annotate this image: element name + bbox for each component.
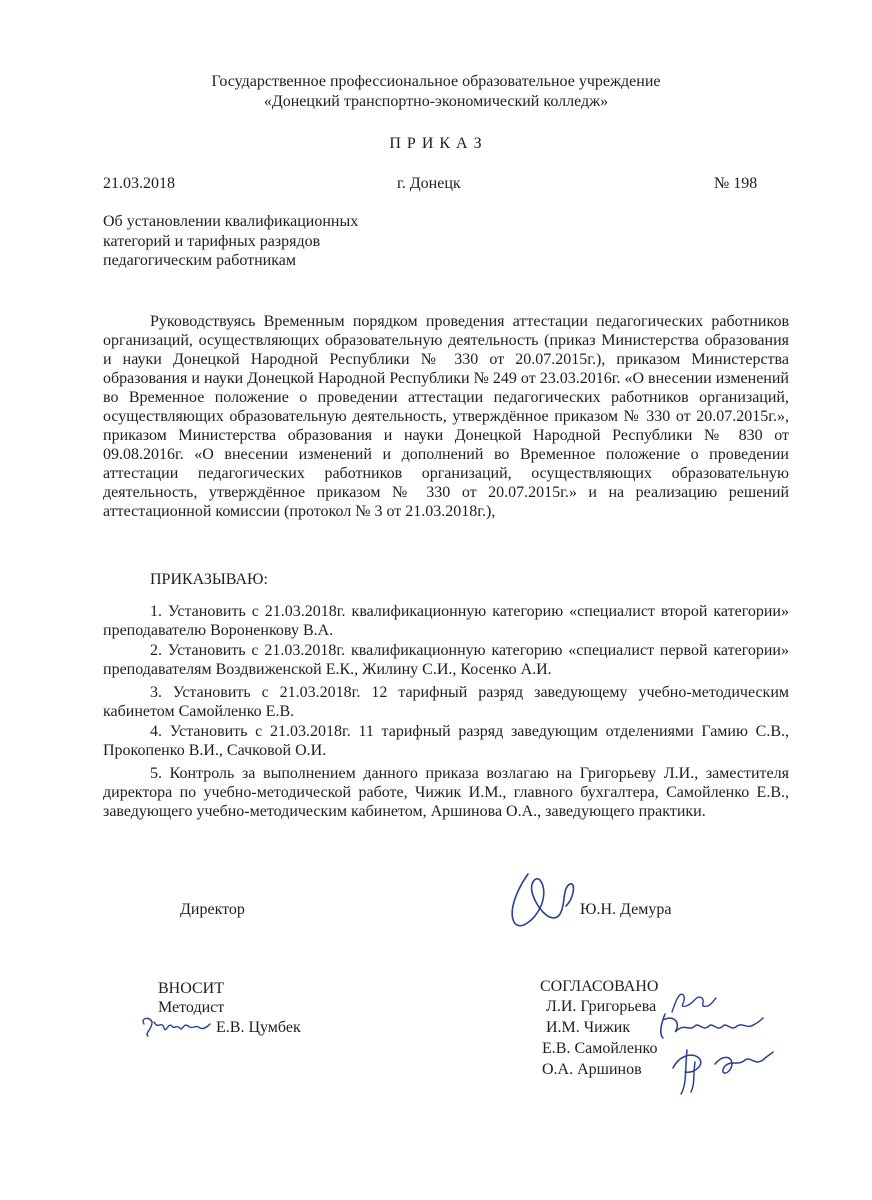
subject-line-1: Об установлении квалификационных xyxy=(103,213,359,230)
director-signature xyxy=(500,868,590,938)
methodist-signature xyxy=(138,1012,213,1040)
director-position: Директор xyxy=(180,901,245,918)
order-date: 21.03.2018 xyxy=(103,175,175,192)
order-number: № 198 xyxy=(714,175,758,192)
approved-name-2: И.М. Чижик xyxy=(546,1019,631,1036)
approved-heading: СОГЛАСОВАНО xyxy=(540,978,659,995)
director-name: Ю.Н. Демура xyxy=(580,901,672,918)
approved-name-1: Л.И. Григорьева xyxy=(546,998,657,1015)
order-word: ПРИКАЗЫВАЮ: xyxy=(150,571,268,588)
order-city: г. Донецк xyxy=(397,175,461,192)
approved-name-4: О.А. Аршинов xyxy=(542,1061,642,1078)
preamble-paragraph xyxy=(103,312,789,521)
institution-line-1: Государственное профессиональное образовательное учреждение xyxy=(211,73,661,90)
institution-line-2: «Донецкий транспортно-экономический колледж» xyxy=(263,93,609,110)
submitted-name: Е.В. Цумбек xyxy=(216,1019,301,1036)
order-item-3: 3. Установить с 21.03.2018г. 12 тарифный разряд заведующему учебно-методическим кабинетом Самойленко Е.В. xyxy=(103,684,789,720)
submitted-position: Методист xyxy=(158,999,225,1016)
approved-name-3: Е.В. Самойленко xyxy=(542,1040,658,1057)
subject-line-2: категорий и тарифных разрядов xyxy=(103,233,321,250)
document-title: П Р И К А З xyxy=(389,135,483,152)
order-item-4: 4. Установить с 21.03.2018г. 11 тарифный разряд заведующим отделениями Гамию С.В., Прокопенко В.И., Сачковой О.И. xyxy=(103,723,789,759)
order-item-1: 1. Установить с 21.03.2018г. квалификационную категорию «специалист второй категории» преподавателю Вороненкову В.А. xyxy=(103,603,789,639)
submitted-heading: ВНОСИТ xyxy=(158,980,224,997)
approval-signature-3 xyxy=(665,1038,775,1098)
preamble-text: Руководствуясь Временным порядком проведения аттестации педагогических работников организаций, осуществляющих образовательную деятельность (приказ Министерства образования и науки Донецкой Народной Республики № 330 от 20.07.2015г.), приказом Министерства образования и науки Донецкой Народной Республики № 249 от 23.03.2016г. «О внесении изменений во Временное положение о проведении аттестации педагогических работников организаций, осуществляющих образовательную деятельность, утверждённое приказом № 330 от 20.07.2015г.», приказом Министерства образования и науки Донецкой Народной Республики № 830 от 09.08.2016г. «О внесении изменений и дополнений во Временное положение о проведении аттестации педагогических работников организаций, осуществляющих образовательную деятельность, утверждённое приказом № 330 от 20.07.2015г.» и на реализацию решений аттестационной комиссии (протокол № 3 от 21.03.2018г.), xyxy=(103,313,789,520)
subject-line-3: педагогическим работникам xyxy=(103,252,296,269)
order-item-2: 2. Установить с 21.03.2018г. квалификационную категорию «специалист первой категории» преподавателям Воздвиженской Е.К., Жилину С.И., Косенко А.И. xyxy=(103,642,789,678)
order-item-5: 5. Контроль за выполнением данного приказа возлагаю на Григорьеву Л.И., заместителя директора по учебно-методической работе, Чижик И.М., главного бухгалтера, Самойленко Е.В., заведующего учебно-методическим кабинетом, Аршинова О.А., заведующего практики. xyxy=(103,765,789,820)
